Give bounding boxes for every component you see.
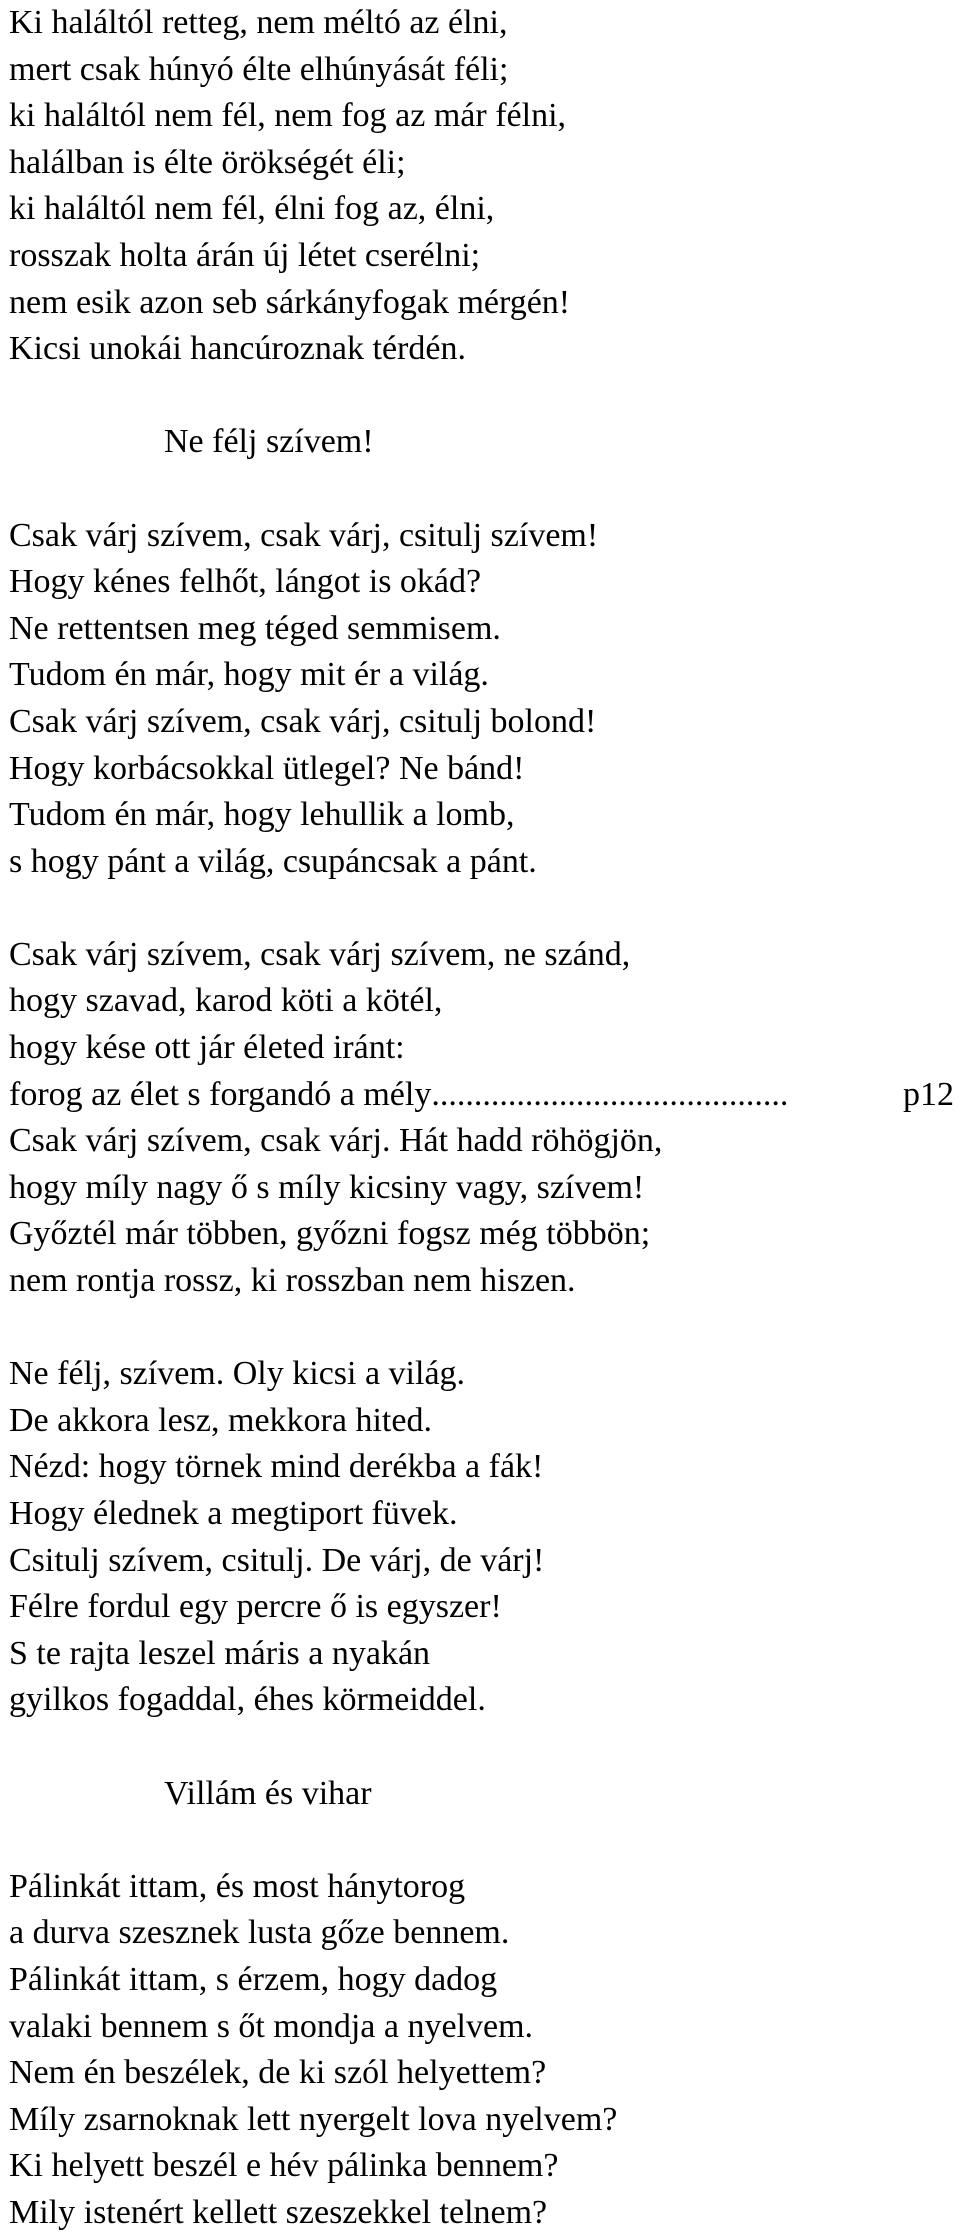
poem-line: Míly zsarnoknak lett nyergelt lova nyelvem? [9,2100,618,2138]
poem-line: nem rontja rossz, ki rosszban nem hiszen. [9,1262,576,1300]
stanza [9,1864,954,2237]
stanza-gap [9,466,954,513]
stanza-gap [9,373,954,420]
leader-dots: .......................................... [431,1075,789,1113]
poem-line: Győztél már többen, győzni fogsz még többön; [9,1215,651,1253]
page-reference-line [9,1072,954,1119]
poem-line: Félre fordul egy percre ő is egyszer! [9,1588,502,1626]
stanza [9,932,954,1305]
poem-line: halálban is élte örökségét éli; [9,143,406,181]
poem-line: Hogy kénes felhőt, lángot is okád? [9,563,482,601]
poem-line: Csak várj szívem, csak várj, csitulj szívem! [9,516,599,554]
poem-line: Ne rettentsen meg téged semmisem. [9,609,501,647]
poem-line: Hogy korbácsokkal ütlegel? Ne bánd! [9,749,525,787]
page-number: p12 [903,1075,954,1113]
poem-line: gyilkos fogaddal, éhes körmeiddel. [9,1681,486,1719]
poem-line: Nem én beszélek, de ki szól helyettem? [9,2054,547,2092]
stanza-gap [9,885,954,932]
poem-line: hogy míly nagy ő s míly kicsiny vagy, szívem! [9,1168,645,1206]
poem-line: Kicsi unokái hancúroznak térdén. [9,330,466,368]
poem-line: Csak várj szívem, csak várj. Hát hadd röhögjön, [9,1122,663,1160]
poem-line: nem esik azon seb sárkányfogak mérgén! [9,283,571,321]
stanza [9,513,954,886]
stanza-gap [9,1724,954,1771]
poem-line: Ki helyett beszél e hév pálinka bennem? [9,2147,559,2185]
poem-line: Pálinkát ittam, és most hánytorog [9,1867,466,1905]
poem-line: De akkora lesz, mekkora hited. [9,1401,432,1439]
poem-line: hogy kése ott jár életed iránt: [9,1029,405,1067]
poem-line: S te rajta leszel máris a nyakán [9,1634,431,1672]
poem-line: Tudom én már, hogy lehullik a lomb, [9,796,515,834]
poem-line: ki haláltól nem fél, élni fog az, élni, [9,190,495,228]
stanza-gap [9,1817,954,1864]
stanza [9,0,954,373]
poem-line: Pálinkát ittam, s érzem, hogy dadog [9,1960,498,1998]
poem-title: Villám és vihar [164,1774,372,1812]
poem-line-text: forog az élet s forgandó a mély [9,1075,432,1113]
poem-page [9,0,954,2237]
poem-line: Nézd: hogy törnek mind derékba a fák! [9,1448,544,1486]
poem-line: ki haláltól nem fél, nem fog az már félni, [9,97,567,135]
poem-line: Mily istenért kellett szeszekkel telnem? [9,2193,548,2231]
stanza [9,1351,954,1724]
poem-line: a durva szesznek lusta gőze bennem. [9,1914,510,1952]
poem-line: Ki haláltól retteg, nem méltó az élni, [9,4,508,41]
poem-line: hogy szavad, karod köti a kötél, [9,982,443,1020]
poem-line: Ne félj, szívem. Oly kicsi a világ. [9,1355,466,1393]
poem-line: Csitulj szívem, csitulj. De várj, de várj! [9,1541,545,1579]
stanza-gap [9,1305,954,1352]
poem-line: s hogy pánt a világ, csupáncsak a pánt. [9,842,537,880]
poem-title: Ne félj szívem! [164,423,374,461]
poem-line: Tudom én már, hogy mit ér a világ. [9,656,489,694]
poem-line: Hogy élednek a megtiport füvek. [9,1495,458,1532]
poem-line: valaki bennem s őt mondja a nyelvem. [9,2007,534,2045]
poem-line: mert csak húnyó élte elhúnyását féli; [9,50,509,88]
poem-line: rosszak holta árán új létet cserélni; [9,236,481,274]
poem-line: Csak várj szívem, csak várj szívem, ne szánd, [9,935,631,973]
poem-line: Csak várj szívem, csak várj, csitulj bolond! [9,702,597,740]
